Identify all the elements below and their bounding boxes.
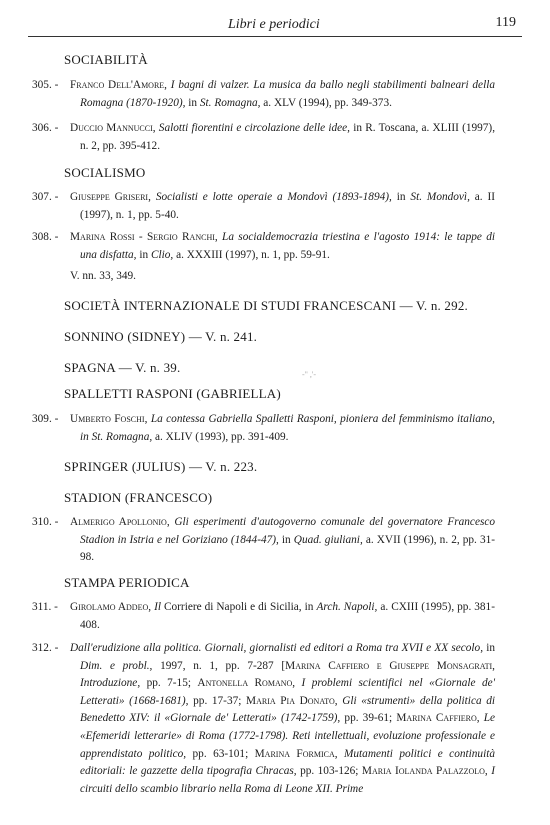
entry-number: 310. - [32,516,59,528]
sub-pages: pp. 63-101; [192,747,249,760]
section-heading-spalletti: SPALLETTI RASPONI (GABRIELLA) [64,386,281,401]
entry-details: a. II (1997), n. 1, pp. 5-40. [80,191,496,221]
entry-journal: Clio, [150,248,174,261]
entry-307 [32,189,495,224]
entry-310 [32,514,495,567]
section-heading-societa: SOCIETÀ INTERNAZIONALE DI STUDI FRANCESCANI — V. n. 292. [64,298,468,313]
entry-title: Salotti fiorentini e circolazione delle idee, [158,122,351,134]
sub-title: Introduzione, [80,677,141,690]
entry-number: 306. - [32,122,59,134]
header-title: Libri e periodici [228,17,320,32]
entry-author: Giuseppe Griseri, [70,191,151,203]
entry-311 [32,599,495,634]
sub-title: Gli «strumenti» della politica di Benedetto XIV: il «Giornale de' Letterati» (1742-1759), [80,694,496,725]
entry-author: Almerigo Apollonio, [70,516,170,528]
sub-pages: pp. 39-61; [344,712,393,725]
entry-title: Dall'erudizione alla politica. Giornali, giornalisti ed editori a Roma tra XVII e XX secolo, [70,642,484,654]
entry-309 [32,411,495,446]
sub-author: Marina Formica, [254,747,338,760]
entry-details: a. XLV (1994), pp. 349-373. [263,96,392,109]
sub-pages: pp. 17-37; [193,694,242,707]
section-heading-socialismo: SOCIALISMO [64,165,146,180]
entry-author: Marina Rossi - Sergio Ranchi, [70,231,218,243]
entry-number: 311. - [32,601,58,613]
entry-title-article: Il [154,601,161,613]
section-heading-stampa: STAMPA PERIODICA [64,575,190,590]
entry-author: Umberto Foschi, [70,413,148,425]
entry-author: Girolamo Addeo, [70,601,152,613]
entry-author: Duccio Mannucci, [70,122,156,134]
sub-author: Antonella Romano, [197,677,296,690]
entry-306 [32,120,495,155]
entry-journal: Arch. Napoli, [316,601,378,613]
sub-title: I circuiti dello scambio librario nella Roma di Leone XII. Prime [80,765,495,795]
section-heading-sociabilita: SOCIABILITÀ [64,52,148,67]
section-heading-stadion: STADION (FRANCESCO) [64,490,213,505]
entry-journal: St. Romagna, [199,96,261,109]
entry-number: 308. - [32,231,59,243]
entry-312 [32,640,495,798]
section-heading-spagna: SPAGNA — V. n. 39. [64,360,181,375]
entry-details: 1997, n. 1, pp. 7-287 [ [160,659,286,672]
page-number: 119 [495,15,516,30]
entry-in: in [396,191,406,203]
entry-title: Gli esperimenti d'autogoverno comunale del governatore Francesco Stadion in Istria e nel Goriziano (1844-47), [80,516,496,546]
sub-author: Maria Pia Donato, [246,694,338,707]
sub-pages: pp. 103-126; [300,765,359,778]
entry-journal: Dim. e probl., [80,659,153,672]
entry-details: a. CXIII (1995), pp. 381-408. [80,601,495,631]
sub-author: Marina Caffiero, [396,712,480,725]
entry-details: a. XVII (1996), n. 2, pp. 31-98. [80,533,495,564]
entry-title: Socialisti e lotte operaie a Mondovì (1893-1894), [155,191,392,203]
entry-number: 305. - [32,79,59,91]
sub-pages: pp. 7-15; [146,677,191,690]
section-heading-springer: SPRINGER (JULIUS) — V. n. 223. [64,459,258,474]
entry-number: 312. - [32,642,59,654]
sub-title: Le «Efemeridi letterarie» di Roma (1772-1798). Reti intellettuali, evoluzione professionale e apprendistato politico, [80,712,496,760]
entry-305 [32,77,495,112]
entry-details: a. XXXIII (1997), n. 1, pp. 59-91. [176,248,330,261]
entry-title: La contessa Gabriella Spalletti Rasponi, pioniera del femminismo italiano, in St. Romagna, [80,413,495,443]
entry-in: in [188,96,198,109]
entry-journal: St. Mondovì, [410,191,470,203]
entry-details: a. XLIV (1993), pp. 391-409. [155,430,289,443]
entry-in: in [139,248,149,261]
entry-journal: Quad. giuliani, [293,533,363,546]
entry-title: La socialdemocrazia triestina e l'agosto 1914: le tappe di una disfatta, [80,231,495,261]
entry-in: in [281,533,291,546]
entry-title: I bagni di valzer. La musica da ballo negli stabilimenti balneari della Romagna (1870-1920), [80,79,496,109]
entry-author: Franco Dell'Amore, [70,79,168,91]
entry-308 [32,229,495,264]
entry-number: 307. - [32,191,59,203]
margin-mark: -" ,'- [302,370,317,379]
sub-author: Marina Caffiero e Giuseppe Monsagrati, [285,659,495,672]
entry-in: in [486,642,496,654]
section-heading-sonnino: SONNINO (SIDNEY) — V. n. 241. [64,329,258,344]
running-header [28,0,522,37]
sub-author: Maria Iolanda Palazzolo, [361,765,488,778]
entry-number: 309. - [32,413,59,425]
sub-title: Mutamenti politici e continuità editoriali: le gazzette della tipografia Chracas, [80,747,495,778]
entry-title: Corriere di Napoli e di Sicilia, [163,601,302,613]
sub-title: I problemi scientifici nel «Giornale de' Letterati» (1668-1681), [80,677,496,707]
entry-308-cross-reference: V. nn. 33, 349. [70,270,137,282]
entry-in: in [304,601,314,613]
entry-details: in R. Toscana, a. XLIII (1997), n. 2, pp. 395-412. [80,122,496,152]
